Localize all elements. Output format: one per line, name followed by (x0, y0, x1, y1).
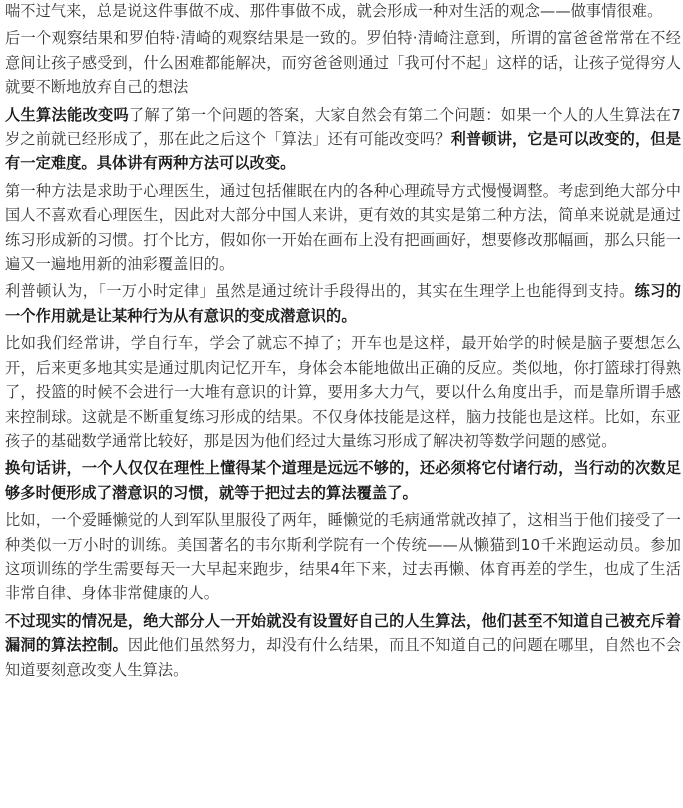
bold-statement: 利普顿讲，它是可以改变的，但是有一定难度。具体讲有两种方法可以改变。 (5, 130, 681, 173)
bold-statement: 练习的一个作用就是让某种行为从有意识的变成潜意识的。 (5, 282, 681, 325)
section-heading: 人生算法能改变吗 (5, 105, 129, 124)
paragraph-text: 第一种方法是求助于心理医生，通过包括催眠在内的各种心理疏导方式慢慢调整。考虑到绝大部分中国人不喜欢看心理医生，因此对大部分中国人来讲，更有效的其实是第二种方法，简单来说就是通过练习形成新的习惯。打个比方，假如你一开始在画布上没有把画画好，想要修改那幅画，那么只能一遍又一遍地用新的油彩覆盖旧的。 (5, 181, 681, 274)
paragraph-text: 因此他们虽然努力，却没有什么结果，而且不知道自己的问题在哪里，自然也不会知道要刻意改变人生算法。 (5, 636, 681, 679)
paragraph-text: 利普顿认为，「一万小时定律」虽然是通过统计手段得出的，其实在生理学上也能得到支持。 (5, 282, 635, 301)
paragraph-text: 了解了第一个问题的答案，大家自然会有第二个问题：如果一个人的人生算法在7岁之前就已经形成了，那在此之后这个「算法」还有可能改变吗？ (5, 105, 681, 149)
paragraph-3 (5, 103, 681, 176)
paragraph-text: 喘不过气来，总是说这件事做不成、那件事做不成，就会形成一种对生活的观念——做事情很难。 (5, 2, 663, 20)
paragraph-9 (5, 609, 681, 682)
paragraph-4 (5, 179, 681, 277)
paragraph-text: 比如我们经常讲，学自行车，学会了就忘不掉了；开车也是这样，最开始学的时候是脑子要想怎么开，后来更多地其实是通过肌肉记忆开车，身体会本能地做出正确的反应。类似地，你打篮球打得熟了，投篮的时候不会进行一大堆有意识的计算，要用多大力气，要以什么角度出手，而是靠所谓手感来控制球。这就是不断重复练习形成的结果。不仅身体技能是这样，脑力技能也是这样。比如，东亚孩子的基础数学通常比较好，那是因为他们经过大量练习形成了解决初等数学问题的感觉。 (5, 334, 681, 450)
paragraph-text: 后一个观察结果和罗伯特·清崎的观察结果是一致的。罗伯特·清崎注意到，所谓的富爸爸常常在不经意间让孩子感受到，什么困难都能解决，而穷爸爸则通过「我可付不起」这样的话，让孩子觉得穷人就要不断地放弃自己的想法 (5, 29, 681, 97)
paragraph-5 (5, 279, 681, 328)
article-body (5, 0, 681, 682)
paragraph-6 (5, 331, 681, 453)
bold-statement: 换句话讲，一个人仅仅在理性上懂得某个道理是远远不够的，还必须将它付诸行动，当行动的次数足够多时便形成了潜意识的习惯，就等于把过去的算法覆盖了。 (5, 459, 681, 502)
paragraph-1 (5, 0, 681, 23)
paragraph-7 (5, 456, 681, 505)
bold-statement: 不过现实的情况是，绝大部分人一开始就没有设置好自己的人生算法，他们甚至不知道自己被充斥着漏洞的算法控制。 (5, 611, 681, 655)
paragraph-text: 比如，一个爱睡懒觉的人到军队里服役了两年，睡懒觉的毛病通常就改掉了，这相当于他们接受了一种类似一万小时的训练。美国著名的韦尔斯利学院有一个传统——从懒猫到10千米跑运动员。参加这项训练的学生需要每天一大早起来跑步，结果4年下来，过去再懒、体育再差的学生，也成了生活非常自律、身体非常健康的人。 (5, 511, 681, 603)
paragraph-2 (5, 26, 681, 99)
paragraph-8 (5, 508, 681, 606)
